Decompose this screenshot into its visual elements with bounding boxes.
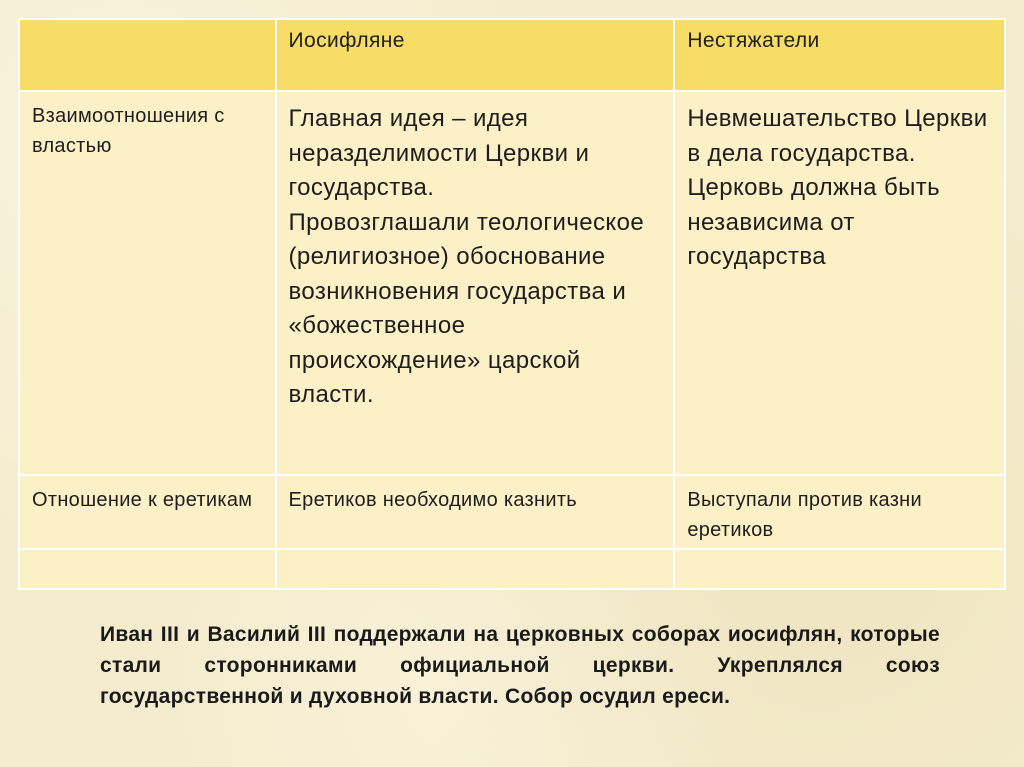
header-col3-label: Нестяжатели bbox=[687, 29, 820, 52]
josephites-power-text bbox=[277, 92, 674, 413]
table-row-empty bbox=[19, 549, 1005, 589]
empty-cell bbox=[19, 549, 276, 589]
table-row-power-relations bbox=[19, 91, 1005, 475]
non-possessors-power-paragraph: Невмешательство Церкви в дела государства. bbox=[687, 105, 988, 167]
table-header-row bbox=[19, 19, 1005, 91]
josephites-heretics-cell bbox=[276, 475, 675, 549]
row-label-power-relations: Взаимоотношения с властью bbox=[32, 105, 225, 157]
non-possessors-power-paragraph: Церковь должна быть независима от государства bbox=[687, 174, 941, 270]
comparison-table bbox=[18, 18, 1006, 590]
non-possessors-power-text bbox=[675, 92, 1004, 275]
row-label-heretics: Отношение к еретикам bbox=[32, 489, 253, 511]
row-label-cell bbox=[19, 91, 276, 475]
josephites-heretics-text: Еретиков необходимо казнить bbox=[288, 489, 578, 511]
josephites-power-cell bbox=[276, 91, 675, 475]
row-label-cell bbox=[19, 475, 276, 549]
non-possessors-power-cell bbox=[674, 91, 1005, 475]
josephites-power-paragraph: Провозглашали теологическое (религиозное) обоснование возникновения государства и «божественное происхождение» царской власти. bbox=[288, 208, 645, 408]
header-cell-empty bbox=[19, 19, 276, 91]
empty-cell bbox=[674, 549, 1005, 589]
table-row-heretics bbox=[19, 475, 1005, 549]
empty-cell bbox=[276, 549, 675, 589]
non-possessors-heretics-text: Выступали против казни еретиков bbox=[687, 489, 922, 541]
header-cell-josephites bbox=[276, 19, 675, 91]
header-col2-label: Иосифляне bbox=[288, 29, 405, 52]
header-col1-label bbox=[20, 20, 275, 28]
non-possessors-heretics-cell bbox=[674, 475, 1005, 549]
josephites-power-paragraph: Главная идея – идея неразделимости Церкви и государства. bbox=[288, 105, 590, 201]
header-cell-non-possessors bbox=[674, 19, 1005, 91]
summary-paragraph: Иван III и Василий III поддержали на церковных соборах иосифлян, которые стали сторонниками официальной церкви. Укреплялся союз государственной и духовной власти. Собор осудил ереси. bbox=[100, 623, 940, 708]
